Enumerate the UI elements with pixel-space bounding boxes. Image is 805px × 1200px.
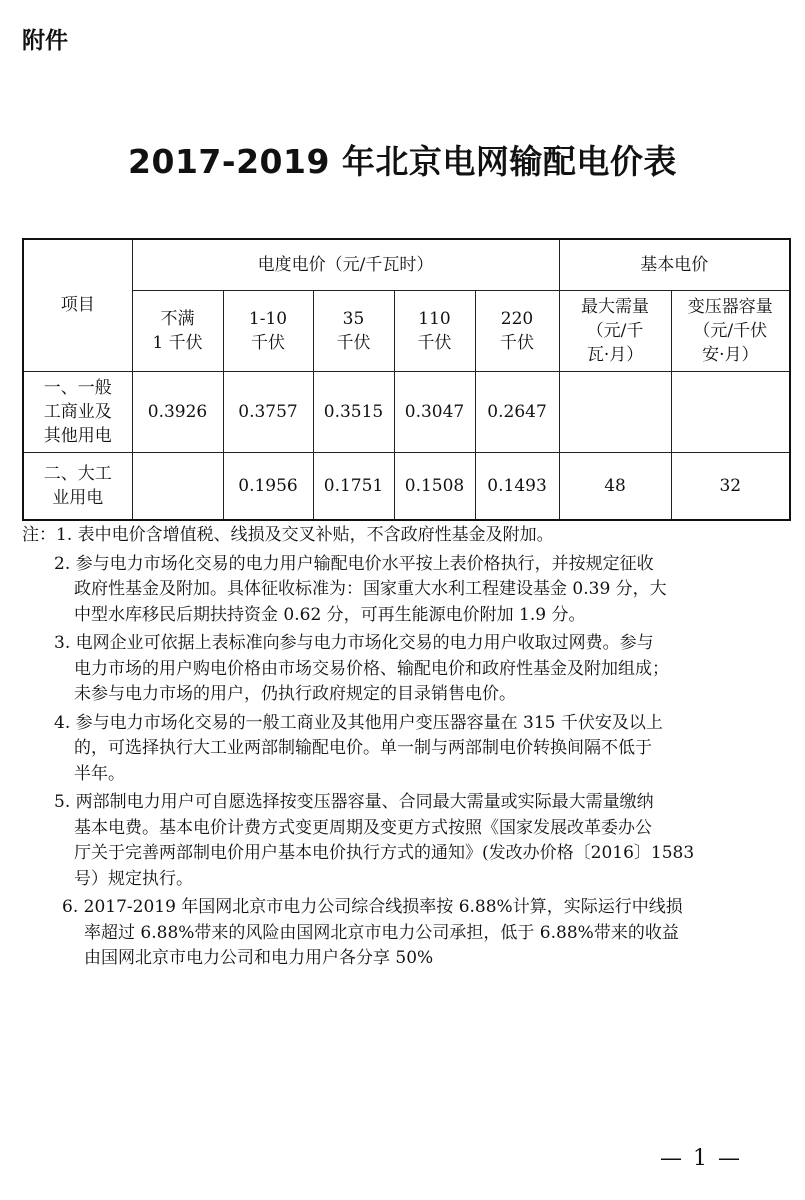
attachment-label: 附件 (22, 28, 68, 54)
row-label: 二、大工 业用电 (23, 452, 132, 520)
note-6: 6. 2017-2019 年国网北京市电力公司综合线损率按 6.88%计算，实际运行中线损 率超过 6.88%带来的风险由国网北京市电力公司承担，低于 6.88%带来的收益 由国网北京市电力公司和电力用户各分享 50% (62, 897, 683, 968)
cell-value: 0.2647 (475, 371, 559, 452)
page-number: — 1 — (660, 1146, 742, 1171)
table-row (23, 452, 790, 520)
page-title: 2017-2019 年北京电网输配电价表 (128, 142, 677, 181)
cell-value: 48 (559, 452, 671, 520)
cell-value: 0.3757 (223, 371, 313, 452)
cell-value (132, 452, 223, 520)
header-voltage-220kv: 220 千伏 (475, 290, 559, 371)
header-item: 项目 (23, 239, 132, 371)
cell-value: 0.3926 (132, 371, 223, 452)
cell-value: 0.1508 (394, 452, 475, 520)
header-voltage-35kv: 35 千伏 (313, 290, 394, 371)
header-transformer-capacity: 变压器容量 （元/千伏 安·月） (671, 290, 790, 371)
note-2: 2. 参与电力市场化交易的电力用户输配电价水平按上表价格执行，并按规定征收 政府性基金及附加。具体征收标准为：国家重大水利工程建设基金 0.39 分，大 中型水库移民后期扶持资金 0.62 分，可再生能源电价附加 1.9 分。 (54, 553, 667, 625)
cell-value: 0.3047 (394, 371, 475, 452)
cell-value: 0.1751 (313, 452, 394, 520)
header-voltage-110kv: 110 千伏 (394, 290, 475, 371)
header-voltage-1-10kv: 1-10 千伏 (223, 290, 313, 371)
row-label: 一、一般 工商业及 其他用电 (23, 371, 132, 452)
cell-value: 0.1493 (475, 452, 559, 520)
cell-value: 32 (671, 452, 790, 520)
rate-table (22, 238, 791, 521)
note-3: 3. 电网企业可依据上表标准向参与电力市场化交易的电力用户收取过网费。参与 电力市场的用户购电价格由市场交易价格、输配电价和政府性基金及附加组成； 未参与电力市场的用户，仍执行政府规定的目录销售电价。 (54, 633, 669, 704)
header-basic-group: 基本电价 (559, 239, 790, 290)
note-4: 4. 参与电力市场化交易的一般工商业及其他用户变压器容量在 315 千伏安及以上 的，可选择执行大工业两部制输配电价。单一制与两部制电价转换间隔不低于 半年。 (54, 712, 663, 784)
header-max-demand: 最大需量 （元/千 瓦·月） (559, 290, 671, 371)
table-row (23, 371, 790, 452)
header-energy-group: 电度电价（元/千瓦时） (132, 239, 559, 290)
notes-section (22, 523, 790, 975)
header-voltage-lt1kv: 不满 1 千伏 (132, 290, 223, 371)
note-5: 5. 两部制电力用户可自愿选择按变压器容量、合同最大需量或实际最大需量缴纳 基本电费。基本电价计费方式变更周期及变更方式按照《国家发展改革委办公 厅关于完善两部制电价用户基本电价执行方式的通知》(发改办价格〔2016〕1583 号）规定执行。 (54, 792, 695, 889)
cell-value (559, 371, 671, 452)
cell-value: 0.1956 (223, 452, 313, 520)
cell-value (671, 371, 790, 452)
note-1: 注：1. 表中电价含增值税、线损及交叉补贴，不含政府性基金及附加。 (22, 525, 554, 545)
cell-value: 0.3515 (313, 371, 394, 452)
